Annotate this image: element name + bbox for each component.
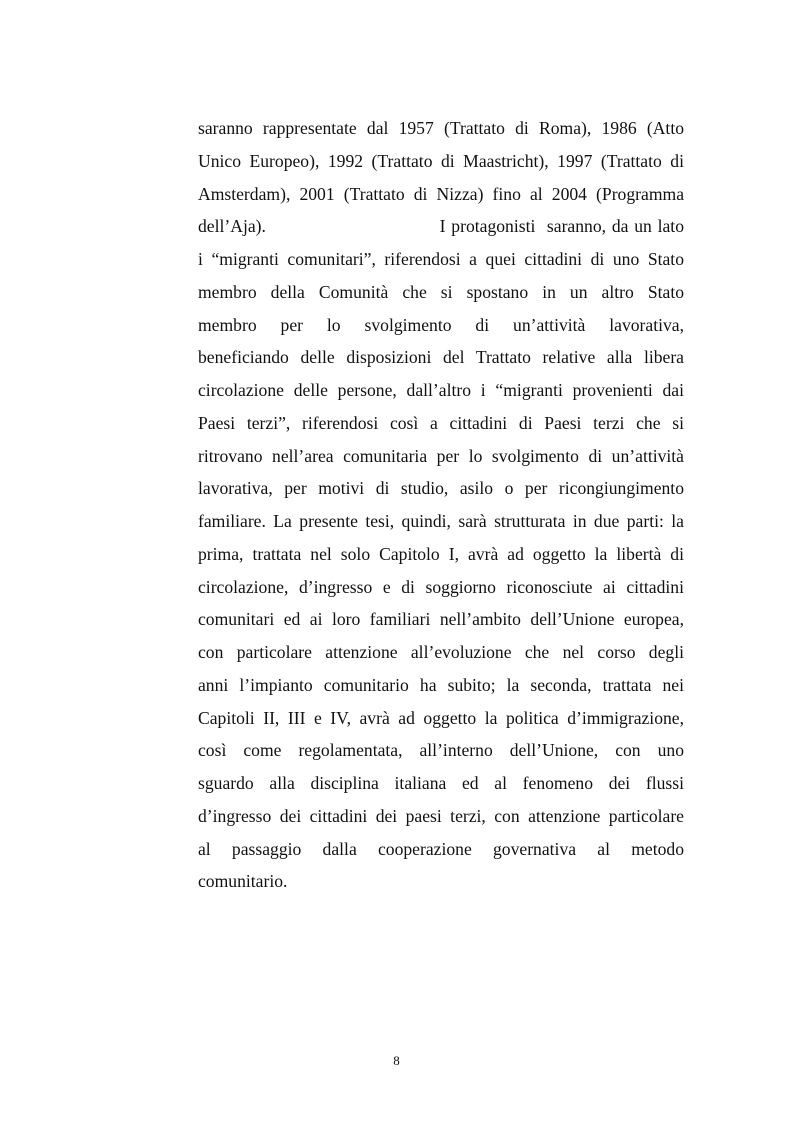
text-line: sguardo alla disciplina italiana ed al fenomeno dei flussi bbox=[198, 773, 684, 793]
text-line: membro della Comunità che si spostano in un altro Stato bbox=[198, 281, 684, 302]
text-line: anni l’impianto comunitario ha subito; la seconda, trattata nei bbox=[198, 674, 684, 695]
text-line: lavorativa, per motivi di studio, asilo o per ricongiungimento bbox=[198, 478, 684, 499]
text-line: dell’Aja). I protagonisti saranno, da un lato bbox=[198, 216, 684, 237]
body-paragraph bbox=[198, 112, 684, 898]
text-line: Paesi terzi”, riferendosi così a cittadini di Paesi terzi che si bbox=[198, 412, 684, 433]
text-line: Amsterdam), 2001 (Trattato di Nizza) fino al 2004 (Programma bbox=[198, 183, 684, 204]
text-line: prima, trattata nel solo Capitolo I, avrà ad oggetto la libertà di bbox=[198, 543, 684, 564]
text-line: ritrovano nell’area comunitaria per lo svolgimento di un’attività bbox=[198, 445, 684, 466]
text-line: comunitari ed ai loro familiari nell’ambito dell’Unione europea, bbox=[198, 609, 684, 630]
page-number: 8 bbox=[393, 1053, 400, 1068]
text-line: saranno rappresentate dal 1957 (Trattato di Roma), 1986 (Atto bbox=[198, 118, 684, 138]
text-line: familiare. La presente tesi, quindi, sarà strutturata in due parti: la bbox=[198, 511, 684, 531]
text-line: membro per lo svolgimento di un’attività lavorativa, bbox=[198, 314, 684, 335]
text-line: circolazione delle persone, dall’altro i “migranti provenienti dai bbox=[198, 380, 684, 400]
text-line: i “migranti comunitari”, riferendosi a quei cittadini di uno Stato bbox=[198, 249, 684, 269]
text-line: d’ingresso dei cittadini dei paesi terzi, con attenzione particolare bbox=[198, 805, 684, 826]
text-line: comunitario. bbox=[198, 871, 288, 892]
text-line: con particolare attenzione all’evoluzione che nel corso degli bbox=[198, 642, 684, 662]
text-line: al passaggio dalla cooperazione governativa al metodo bbox=[198, 838, 684, 859]
text-line: circolazione, d’ingresso e di soggiorno riconosciute ai cittadini bbox=[198, 576, 684, 597]
text-line: beneficiando delle disposizioni del Trattato relative alla libera bbox=[198, 347, 684, 368]
text-line: così come regolamentata, all’interno dell’Unione, con uno bbox=[198, 740, 684, 761]
text-line: Unico Europeo), 1992 (Trattato di Maastricht), 1997 (Trattato di bbox=[198, 150, 684, 171]
text-line: Capitoli II, III e IV, avrà ad oggetto la politica d’immigrazione, bbox=[198, 707, 684, 728]
